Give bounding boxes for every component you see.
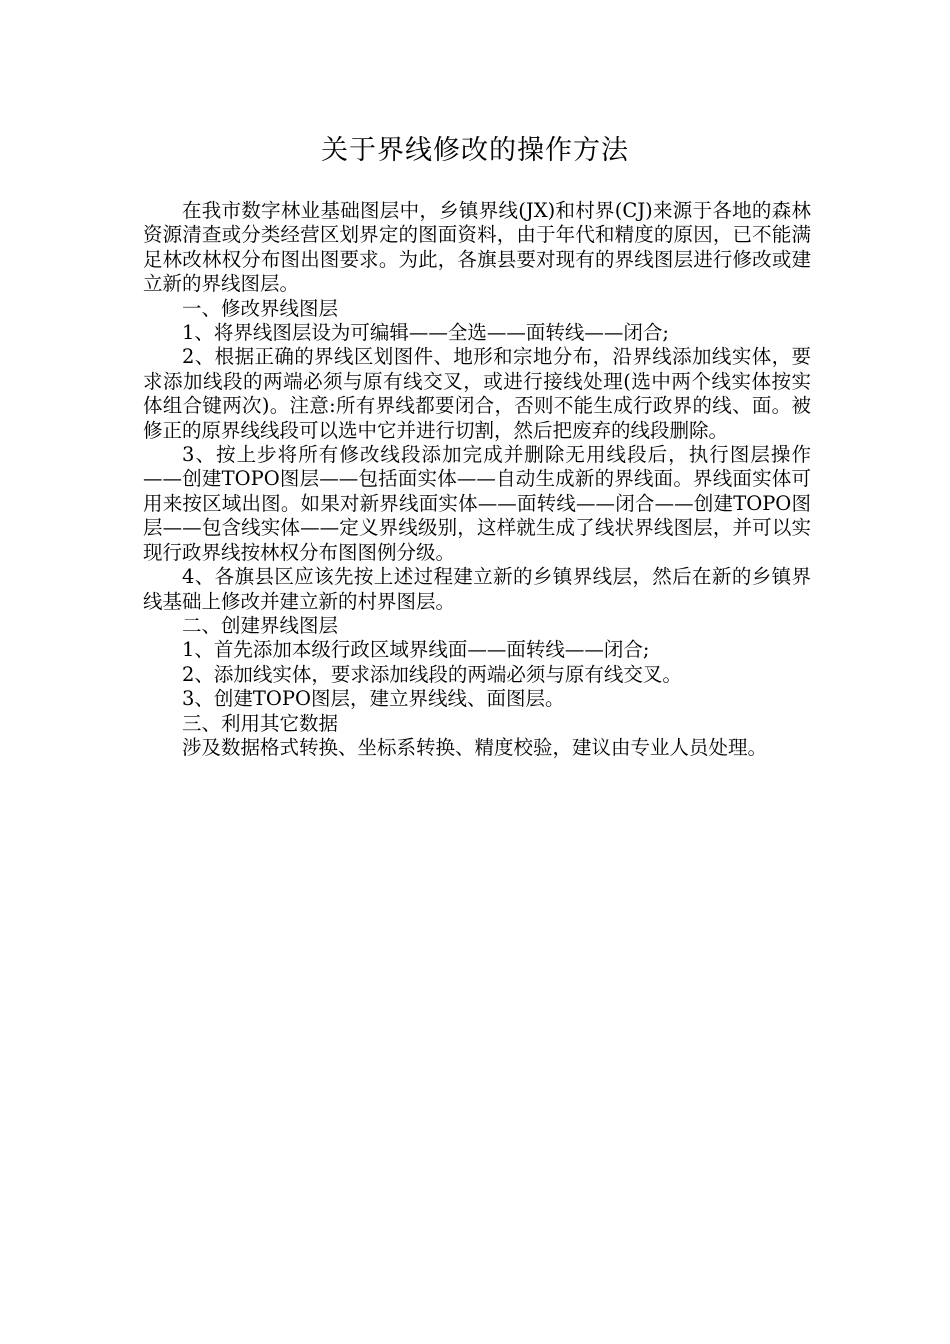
paragraph-1-2: 2、根据正确的界线区划图件、地形和宗地分布，沿界线添加线实体，要求添加线段的两端必须与原有线交叉，或进行接线处理(选中两个线实体按实体组合键两次)。注意:所有界线都要闭合，否则不能生成行政界的线、面。被修正的原界线线段可以选中它并进行切割，然后把废弃的线段删除。	[143, 345, 811, 442]
paragraph-intro: 在我市数字林业基础图层中，乡镇界线(JX)和村界(CJ)来源于各地的森林资源清查或分类经营区划界定的图面资料，由于年代和精度的原因，已不能满足林改林权分布图出图要求。为此，各旗县要对现有的界线图层进行修改或建立新的界线图层。	[143, 199, 811, 296]
section-heading-3: 三、利用其它数据	[182, 711, 339, 735]
document-body	[143, 199, 811, 760]
section-heading-2: 二、创建界线图层	[182, 613, 339, 637]
document-title: 关于界线修改的操作方法	[321, 135, 629, 166]
paragraph-1-3: 3、按上步将所有修改线段添加完成并删除无用线段后，执行图层操作——创建TOPO图层——包括面实体——自动生成新的界线面。界线面实体可用来按区域出图。如果对新界线面实体——面转线——闭合——创建TOPO图层——包含线实体——定义界线级别，这样就生成了线状界线图层，并可以实现行政界线按林权分布图图例分级。	[143, 443, 811, 564]
paragraph-2-1: 1、首先添加本级行政区域界线面——面转线——闭合;	[182, 638, 650, 662]
paragraph-1-1: 1、将界线图层设为可编辑——全选——面转线——闭合;	[182, 321, 669, 345]
paragraph-3-1: 涉及数据格式转换、坐标系转换、精度校验，建议由专业人员处理。	[182, 735, 768, 759]
paragraph-2-3: 3、创建TOPO图层，建立界线线、面图层。	[182, 687, 565, 711]
paragraph-2-2: 2、添加线实体，要求添加线段的两端必须与原有线交叉。	[182, 662, 682, 686]
section-heading-1: 一、修改界线图层	[182, 296, 339, 320]
paragraph-1-4: 4、各旗县区应该先按上述过程建立新的乡镇界线层，然后在新的乡镇界线基础上修改并建立新的村界图层。	[143, 565, 811, 613]
